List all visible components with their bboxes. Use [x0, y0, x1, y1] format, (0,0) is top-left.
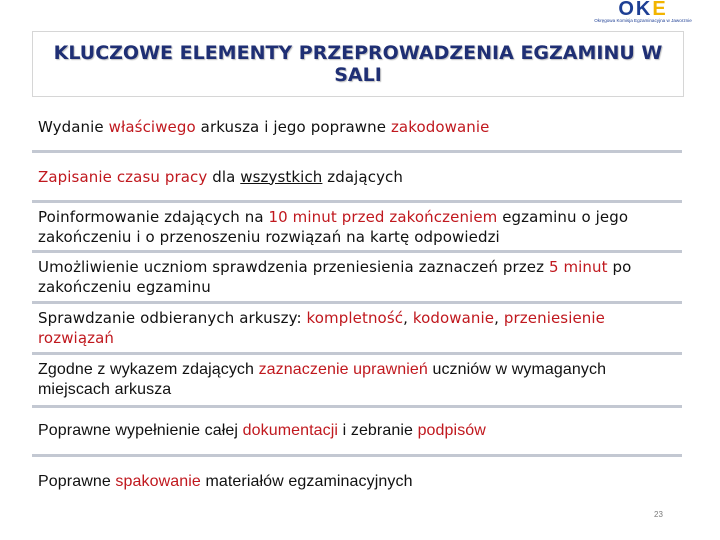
oke-logo	[574, 0, 712, 27]
item-text: Poprawne wypełnienie całej	[38, 422, 243, 439]
highlighted-text: 5 minut	[548, 258, 608, 276]
slide-title: KLUCZOWE ELEMENTY PRZEPROWADZENIA EGZAMINU W SALI	[53, 42, 663, 86]
list-item-text	[38, 308, 674, 348]
list-item-text	[38, 207, 674, 247]
list-item	[32, 304, 682, 355]
list-item-text	[38, 472, 413, 492]
item-text: po zakończeniu egzaminu	[38, 258, 632, 296]
list-item	[32, 408, 682, 457]
highlighted-text: 10 minut przed zakończeniem	[268, 207, 498, 226]
list-item	[32, 355, 682, 408]
item-text: i zebranie	[338, 422, 418, 439]
logo-word-part1: OK	[618, 0, 653, 20]
item-text: Zgodne z wykazem zdających	[38, 361, 259, 378]
list-item	[32, 153, 682, 203]
highlighted-text: podpisów	[417, 422, 486, 439]
highlighted-text: właściwego	[108, 117, 196, 136]
item-text: zdających	[322, 167, 403, 186]
item-text: Poinformowanie zdających na	[38, 207, 269, 226]
list-item-text	[38, 360, 674, 400]
highlighted-text: kompletność	[306, 309, 404, 327]
list-item-text	[38, 421, 486, 441]
item-text: dla	[207, 167, 241, 186]
list-item-text	[38, 257, 674, 297]
list-item	[32, 203, 682, 253]
list-item-text	[38, 117, 490, 137]
item-text: uczniów w wymaganych miejscach arkusza	[38, 361, 607, 398]
highlighted-text: kodowanie	[412, 309, 495, 327]
item-text: arkusza i jego poprawne	[195, 117, 391, 136]
item-text: Umożliwienie uczniom sprawdzenia przeniesienia zaznaczeń przez	[38, 258, 549, 276]
item-text: Wydanie	[38, 117, 109, 136]
list-item	[32, 457, 682, 507]
page-number: 23	[654, 510, 663, 519]
highlighted-text: spakowanie	[115, 473, 201, 490]
logo-wordmark	[574, 0, 712, 19]
logo-word-part2: E	[652, 0, 668, 20]
item-text: Sprawdzanie odbieranych arkuszy:	[38, 309, 307, 327]
list-item-text	[38, 167, 403, 187]
highlighted-text: zaznaczenie uprawnień	[258, 361, 428, 378]
list-item	[32, 253, 682, 304]
item-text: egzaminu o jego zakończeniu i o przenoszeniu rozwiązań na kartę odpowiedzi	[38, 207, 629, 246]
item-text: Poprawne	[38, 473, 116, 490]
logo-subtitle: Okręgowa Komisja Egzaminacyjna w Jaworznie	[594, 18, 692, 23]
highlighted-text: zakodowanie	[390, 117, 490, 136]
highlighted-text: przeniesienie rozwiązań	[38, 309, 605, 347]
item-text: materiałów egzaminacyjnych	[200, 473, 413, 490]
highlighted-text: dokumentacji	[242, 422, 339, 439]
item-text: ,	[403, 309, 413, 327]
item-text: wszystkich	[240, 167, 323, 186]
list-item	[32, 103, 682, 153]
highlighted-text: Zapisanie czasu pracy	[38, 167, 208, 186]
key-elements-list	[32, 103, 682, 507]
item-text: ,	[494, 309, 504, 327]
title-box	[32, 31, 684, 97]
